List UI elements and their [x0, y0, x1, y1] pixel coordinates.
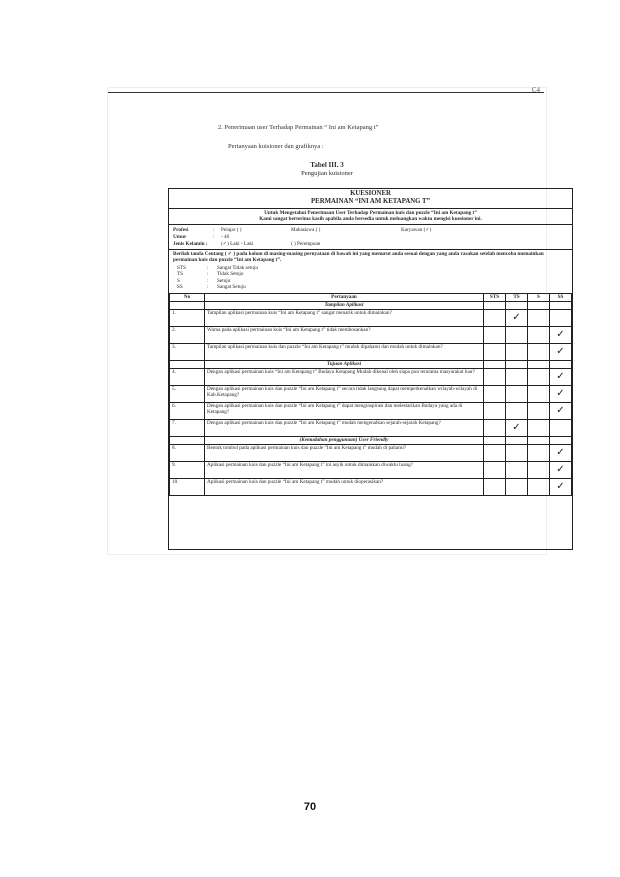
question-row: [170, 309, 572, 326]
question-text: Dengan aplikasi permainan kuis “Ini am Ketapang t” Budaya Ketapang Mudah dikenal oleh siapa pun terutama masyarakat luar?: [205, 368, 484, 385]
question-row: [170, 368, 572, 385]
legend-code: TS: [177, 271, 184, 278]
answer-cell-sts: [484, 461, 506, 478]
answer-cell-ts: [506, 419, 528, 436]
answer-cell-ss: [550, 478, 572, 495]
legend-meaning: Tidak Setuju: [217, 271, 244, 278]
answer-cell-ss: [550, 368, 572, 385]
page-number: 70: [303, 801, 317, 813]
answer-cell-ts: [506, 326, 528, 343]
jenis-kelamin-option-perempuan: ( ) Perempuan: [291, 240, 321, 247]
question-row: [170, 326, 572, 343]
legend-code: S: [177, 277, 180, 284]
jenis-kelamin-row: [173, 241, 568, 248]
legend-item: TS : Tidak Setuju: [177, 271, 244, 278]
question-rows-group-3: [170, 444, 572, 495]
answer-cell-ss: [550, 309, 572, 326]
answer-cell-ss: [550, 419, 572, 436]
questionnaire-form: [168, 188, 573, 550]
scan-top-rule: [108, 92, 544, 93]
check-mark-icon: ✓: [556, 387, 565, 399]
scan-corner-mark: C4: [531, 86, 540, 94]
question-row: [170, 461, 572, 478]
question-text: Warna pada aplikasi permainan kuis “Ini am Ketapang t” tidak membosankan?: [205, 326, 484, 343]
answer-cell-ss: [550, 444, 572, 461]
answer-cell-ss: [550, 402, 572, 419]
question-text: Aplikasi permainan kuis dan puzzle “Ini am Ketapang t” ini asyik untuk dimainkan diwaktu luang?: [205, 461, 484, 478]
jenis-kelamin-label: Jenis Kelamin :: [173, 240, 208, 247]
legend-meaning: Sangat Tidak setuju: [217, 264, 258, 271]
purpose-line1: Untuk Mengetahui Penerimaan User Terhadap Permainan kuis dan puzzle “Ini am Ketapang t”: [264, 209, 477, 216]
question-number: 10.: [170, 478, 205, 495]
form-title-line2: PERMAINAN “INI AM KETAPANG T”: [311, 197, 430, 205]
header-ss: SS: [550, 293, 572, 301]
jenis-kelamin-option-laki: (✓) Laki - Laki: [221, 240, 254, 247]
umur-value: - 46: [221, 233, 230, 240]
check-mark-icon: ✓: [556, 370, 565, 382]
answer-cell-sts: [484, 343, 506, 360]
question-text: Tampilan aplikasi permainan kuis dan puzzle “Ini am Ketapang t” mudah dipahami dan mudah untuk dimainkan?: [205, 343, 484, 360]
questionnaire-table: [169, 293, 572, 496]
legend-item: SS : Sangat Setuju: [177, 284, 246, 291]
question-row: [170, 402, 572, 419]
header-question: Pertanyaan: [205, 293, 484, 301]
respondent-fields: [169, 225, 572, 250]
check-mark-icon: ✓: [556, 463, 565, 475]
question-number: 2.: [170, 326, 205, 343]
question-number: 9.: [170, 461, 205, 478]
answer-cell-ts: [506, 478, 528, 495]
section-heading: 2. Penerimaan user Terhadap Permainan “ Ini am Ketapang t”: [218, 124, 379, 131]
question-row: [170, 419, 572, 436]
section-title: (Kemudahan penggunaan) User Friendly: [205, 436, 484, 444]
profesi-option-karyawan: Karyawan (✓): [401, 226, 432, 233]
answer-cell-sts: [484, 368, 506, 385]
table-caption: Tabel III. 3: [310, 161, 344, 169]
check-mark-icon: ✓: [556, 404, 565, 416]
answer-cell-s: [528, 402, 550, 419]
form-purpose: [169, 209, 572, 225]
answer-cell-sts: [484, 326, 506, 343]
check-mark-icon: ✓: [556, 480, 565, 492]
answer-cell-sts: [484, 444, 506, 461]
check-mark-icon: ✓: [556, 328, 565, 340]
answer-cell-sts: [484, 419, 506, 436]
answer-cell-ts: [506, 343, 528, 360]
legend-meaning: Sangat Setuju: [217, 284, 246, 291]
legend-code: STS: [177, 264, 186, 271]
question-number: 1.: [170, 309, 205, 326]
check-mark-icon: ✓: [512, 311, 521, 323]
table-subcaption: Pengujian kuisioner: [301, 170, 353, 177]
profesi-label: Profesi: [173, 226, 189, 233]
answer-cell-s: [528, 343, 550, 360]
umur-row: [173, 234, 568, 241]
answer-cell-s: [528, 326, 550, 343]
purpose-line2: Kami sangat berterima kasih apabila anda bersedia untuk meluangkan waktu mengisi kuesioner ini.: [259, 216, 482, 223]
question-text: Dengan aplikasi permainan kuis dan puzzle “Ini am Ketapang t” dapat menginspirasi dan melestarikan Budaya yang ada di Ketapang?: [205, 402, 484, 419]
answer-cell-sts: [484, 385, 506, 402]
section-title: Tujuan Aplikasi: [205, 360, 484, 368]
form-title: [169, 189, 572, 209]
question-text: Tampilan aplikasi permainan kuis “Ini am Ketapang t” sangat menarik untuk dimainkan?: [205, 309, 484, 326]
header-no: No: [170, 293, 205, 301]
answer-cell-ts: [506, 402, 528, 419]
question-text: Dengan aplikasi permainan kuis dan puzzle “Ini am Ketapang t” mudah mengenalkan sejarah-sejarah Ketapang?: [205, 419, 484, 436]
legend-item: S : Setuju: [177, 277, 231, 284]
section-row: [170, 436, 572, 444]
question-text: Dengan aplikasi permainan kuis dan puzzle “Ini am Ketapang t” secara tidak langsung dapat memperkenalkan wilayah-wilayah di Kab.Ketapang?: [205, 385, 484, 402]
answer-cell-ss: [550, 385, 572, 402]
check-mark-icon: ✓: [512, 421, 521, 433]
profesi-option-mahasiswa: Mahasiswa ( ): [291, 226, 321, 233]
header-s: S: [528, 293, 550, 301]
answer-cell-s: [528, 478, 550, 495]
umur-label: Umur: [173, 233, 187, 240]
answer-cell-ts: [506, 444, 528, 461]
legend-code: SS: [177, 284, 183, 291]
answer-cell-s: [528, 368, 550, 385]
header-sts: STS: [484, 293, 506, 301]
form-title-line1: KUESIONER: [350, 190, 391, 197]
answer-cell-s: [528, 385, 550, 402]
colon: :: [213, 233, 215, 240]
question-number: 8.: [170, 444, 205, 461]
answer-cell-s: [528, 419, 550, 436]
answer-cell-ts: [506, 368, 528, 385]
question-number: 3.: [170, 343, 205, 360]
answer-cell-sts: [484, 402, 506, 419]
question-number: 4.: [170, 368, 205, 385]
instructions: Berilah tanda Centang ( ✓ ) pada kolom di masing-masing pernyataan di bawah ini yang menurut anda sesuai dengan yang anda rasakan setelah mencoba memainkan permainan kuis dan puzzle “Ini am Ketapang t”.: [173, 250, 544, 264]
section-title: Tampilan Aplikasi: [205, 301, 484, 309]
question-row: [170, 444, 572, 461]
question-text: Bentuk tombol pada aplikasi permainan kuis dan puzzle “Ini am Ketapang t” mudah di pahami?: [205, 444, 484, 461]
intro-text: Pertanyaan kuisioner dan grafiknya :: [228, 143, 324, 150]
profesi-option-pelajar: Pelajar ( ): [221, 226, 242, 233]
table-header-row: [170, 293, 572, 301]
answer-cell-s: [528, 444, 550, 461]
answer-cell-s: [528, 309, 550, 326]
answer-cell-ss: [550, 461, 572, 478]
answer-cell-ts: [506, 385, 528, 402]
answer-cell-ts: [506, 309, 528, 326]
colon: :: [213, 226, 215, 233]
legend-item: STS : Sangat Tidak setuju: [177, 264, 258, 271]
answer-cell-ss: [550, 326, 572, 343]
header-ts: TS: [506, 293, 528, 301]
answer-cell-ss: [550, 343, 572, 360]
question-rows-group-2: [170, 368, 572, 436]
legend-meaning: Setuju: [217, 277, 231, 284]
question-rows-group-1: [170, 309, 572, 360]
question-row: [170, 343, 572, 360]
answer-cell-s: [528, 461, 550, 478]
check-mark-icon: ✓: [556, 345, 565, 357]
section-row: [170, 360, 572, 368]
question-text: Aplikasi permainan kuis dan puzzle “Ini am Ketapang t” mudah untuk dioperasikan?: [205, 478, 484, 495]
scanned-document: [108, 86, 565, 554]
question-row: [170, 478, 572, 495]
question-number: 5.: [170, 385, 205, 402]
answer-cell-sts: [484, 478, 506, 495]
section-row: [170, 301, 572, 309]
question-number: 6.: [170, 402, 205, 419]
question-row: [170, 385, 572, 402]
answer-legend: [169, 265, 572, 293]
answer-cell-sts: [484, 309, 506, 326]
question-number: 7.: [170, 419, 205, 436]
check-mark-icon: ✓: [556, 446, 565, 458]
profesi-row: [173, 227, 568, 234]
answer-cell-ts: [506, 461, 528, 478]
